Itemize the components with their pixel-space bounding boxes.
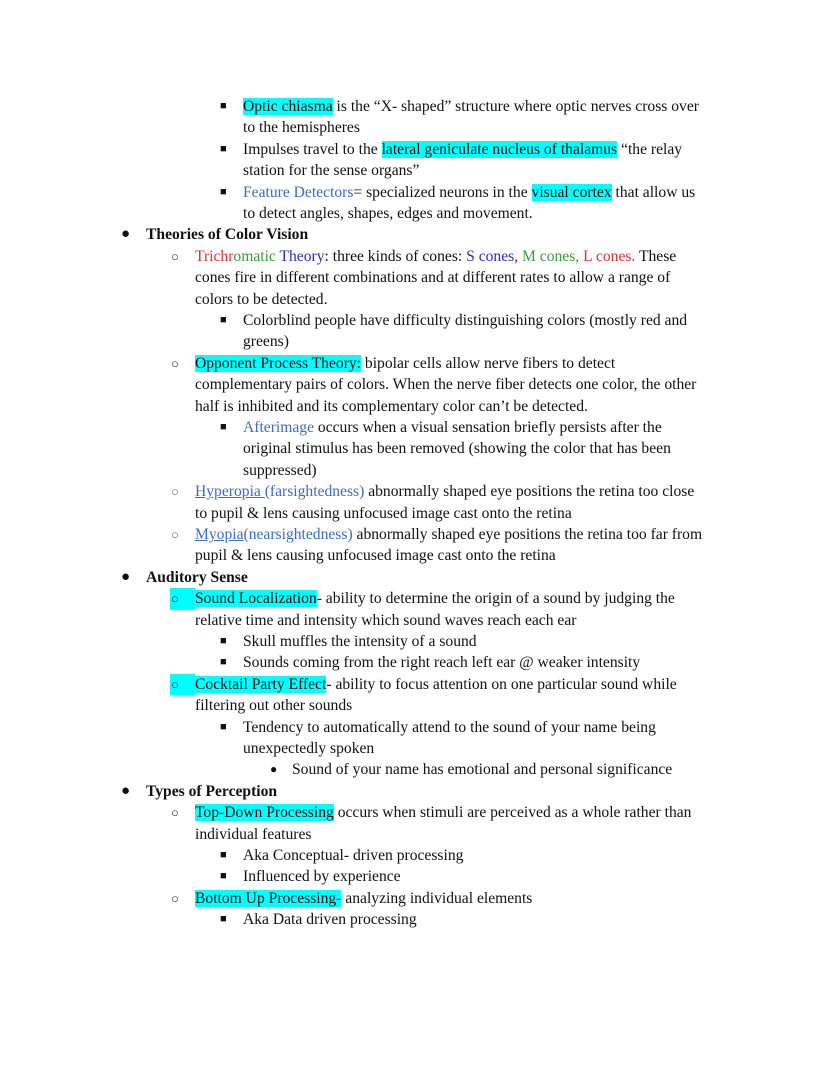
cone-s: S cones, bbox=[466, 247, 519, 265]
item-continuation: to detect angles, shapes, edges and movement. bbox=[243, 205, 533, 222]
item-continuation: complementary pairs of colors. When the nerve fiber detects one color, the other bbox=[195, 376, 697, 394]
disc-bullet-icon: ● bbox=[121, 568, 131, 585]
list-item bbox=[195, 481, 694, 502]
list-item: Colorblind people have difficulty distinguishing colors (mostly red and bbox=[243, 312, 688, 329]
list-item bbox=[195, 246, 676, 267]
circle-bullet-icon: ○ bbox=[171, 249, 179, 264]
square-bullet-icon: ■ bbox=[220, 635, 227, 647]
item-text: bipolar cells allow nerve fibers to detect bbox=[361, 354, 616, 372]
highlighted-term: Sound Localization bbox=[195, 590, 317, 608]
disc-bullet-icon: ● bbox=[121, 226, 131, 243]
item-text: : three kinds of cones: bbox=[324, 247, 467, 265]
cone-l: L cones. bbox=[579, 247, 636, 265]
item-continuation: station for the sense organs” bbox=[243, 162, 420, 180]
item-continuation: half is inhibited and its complementary color can’t be detected. bbox=[195, 397, 588, 415]
list-item bbox=[243, 417, 662, 438]
list-item: Skull muffles the intensity of a sound bbox=[243, 633, 477, 650]
circle-bullet-icon: ○ bbox=[171, 356, 179, 371]
item-text: occurs when stimuli are perceived as a whole rather than bbox=[333, 804, 692, 822]
item-continuation: to pupil & lens causing unfocused image cast onto the retina bbox=[195, 504, 572, 522]
item-continuation: original stimulus has been removed (showing the color that has been bbox=[243, 440, 671, 458]
circle-bullet-icon: ○ bbox=[171, 677, 179, 692]
item-continuation: suppressed) bbox=[243, 461, 317, 479]
highlighted-term: lateral geniculate nucleus of thalamus bbox=[381, 140, 618, 158]
list-item bbox=[195, 524, 702, 545]
item-text: - ability to determine the origin of a sound by judging the bbox=[316, 590, 675, 608]
list-item bbox=[243, 139, 682, 160]
item-text: These bbox=[635, 247, 677, 265]
list-item bbox=[195, 353, 615, 374]
section-heading: Theories of Color Vision bbox=[146, 226, 309, 244]
circle-bullet-icon: ○ bbox=[171, 591, 179, 607]
list-item: Influenced by experience bbox=[243, 868, 401, 886]
list-item: Tendency to automatically attend to the sound of your name being bbox=[243, 718, 656, 736]
term-part: Theory bbox=[275, 247, 325, 265]
item-text: that allow us bbox=[611, 183, 696, 201]
square-bullet-icon: ■ bbox=[220, 870, 227, 883]
square-bullet-icon: ■ bbox=[220, 720, 227, 733]
term: Afterimage bbox=[243, 419, 315, 436]
disc-bullet-icon: ● bbox=[121, 782, 131, 799]
square-bullet-icon: ■ bbox=[220, 849, 227, 861]
list-item: Aka Data driven processing bbox=[243, 911, 417, 929]
item-continuation: greens) bbox=[243, 333, 289, 351]
square-bullet-icon: ■ bbox=[220, 185, 227, 198]
list-item bbox=[195, 802, 691, 823]
item-text: analyzing individual elements bbox=[341, 889, 533, 907]
circle-bullet-icon: ○ bbox=[171, 891, 179, 906]
item-continuation: cones fire in different combinations and at different rates to allow a range of bbox=[195, 269, 671, 287]
term-part: Trichr bbox=[195, 247, 234, 265]
cone-m: M cones, bbox=[518, 247, 580, 265]
highlighted-term: Bottom Up Processing- bbox=[195, 889, 342, 907]
list-item: Sound of your name has emotional and personal significance bbox=[292, 761, 673, 779]
highlighted-term: Top-Down Processing bbox=[195, 804, 334, 822]
circle-bullet-icon: ○ bbox=[171, 484, 179, 500]
item-text: occurs when a visual sensation briefly persists after the bbox=[314, 419, 662, 436]
highlighted-term: Cocktail Party Effect bbox=[195, 675, 327, 693]
list-item bbox=[243, 182, 695, 203]
section-heading: Auditory Sense bbox=[146, 568, 248, 586]
highlighted-term: visual cortex bbox=[531, 183, 612, 201]
item-text: = specialized neurons in the bbox=[353, 183, 532, 201]
square-bullet-icon: ■ bbox=[220, 656, 227, 669]
myopia-link[interactable]: Myopia bbox=[195, 526, 244, 543]
list-item: Aka Conceptual- driven processing bbox=[243, 847, 464, 864]
square-bullet-icon: ■ bbox=[220, 421, 227, 433]
circle-bullet-icon: ○ bbox=[171, 805, 179, 821]
item-text: - ability to focus attention on one particular sound while bbox=[326, 675, 677, 693]
list-item bbox=[195, 888, 532, 909]
section-heading: Types of Perception bbox=[146, 782, 278, 800]
item-text: Impulses travel to the bbox=[243, 140, 382, 158]
list-item bbox=[243, 96, 699, 117]
list-item bbox=[195, 674, 677, 695]
item-continuation: filtering out other sounds bbox=[195, 697, 353, 715]
list-item bbox=[195, 588, 675, 609]
term-part: omatic bbox=[233, 247, 276, 265]
list-item: Sounds coming from the right reach left ear @ weaker intensity bbox=[243, 654, 641, 672]
square-bullet-icon: ■ bbox=[220, 142, 227, 155]
item-text: abnormally shaped eye positions the retina too far from bbox=[352, 526, 703, 543]
square-bullet-icon: ■ bbox=[220, 314, 227, 326]
item-text: abnormally shaped eye positions the retina too close bbox=[364, 483, 695, 501]
square-bullet-icon: ■ bbox=[220, 100, 227, 112]
highlighted-term: Opponent Process Theory: bbox=[195, 354, 362, 372]
item-continuation: to the hemispheres bbox=[243, 119, 360, 137]
item-continuation: colors to be detected. bbox=[195, 290, 328, 308]
item-continuation: relative time and intensity which sound waves reach each ear bbox=[195, 611, 577, 629]
square-bullet-icon: ■ bbox=[220, 913, 227, 926]
item-text: “the relay bbox=[617, 140, 683, 158]
term: Feature Detectors bbox=[243, 183, 354, 201]
term: (nearsightedness) bbox=[243, 526, 353, 543]
highlighted-term: Optic chiasma bbox=[243, 98, 333, 115]
item-continuation: pupil & lens causing unfocused image cast onto the retina bbox=[195, 547, 556, 565]
item-continuation: individual features bbox=[195, 825, 312, 843]
disc-bullet-icon: ● bbox=[270, 762, 278, 777]
term: (farsightedness) bbox=[264, 483, 365, 501]
hyperopia-link[interactable]: Hyperopia bbox=[195, 483, 265, 501]
item-continuation: unexpectedly spoken bbox=[243, 740, 375, 757]
circle-bullet-icon: ○ bbox=[171, 527, 179, 543]
item-text: is the “X- shaped” structure where optic nerves cross over bbox=[332, 98, 699, 115]
